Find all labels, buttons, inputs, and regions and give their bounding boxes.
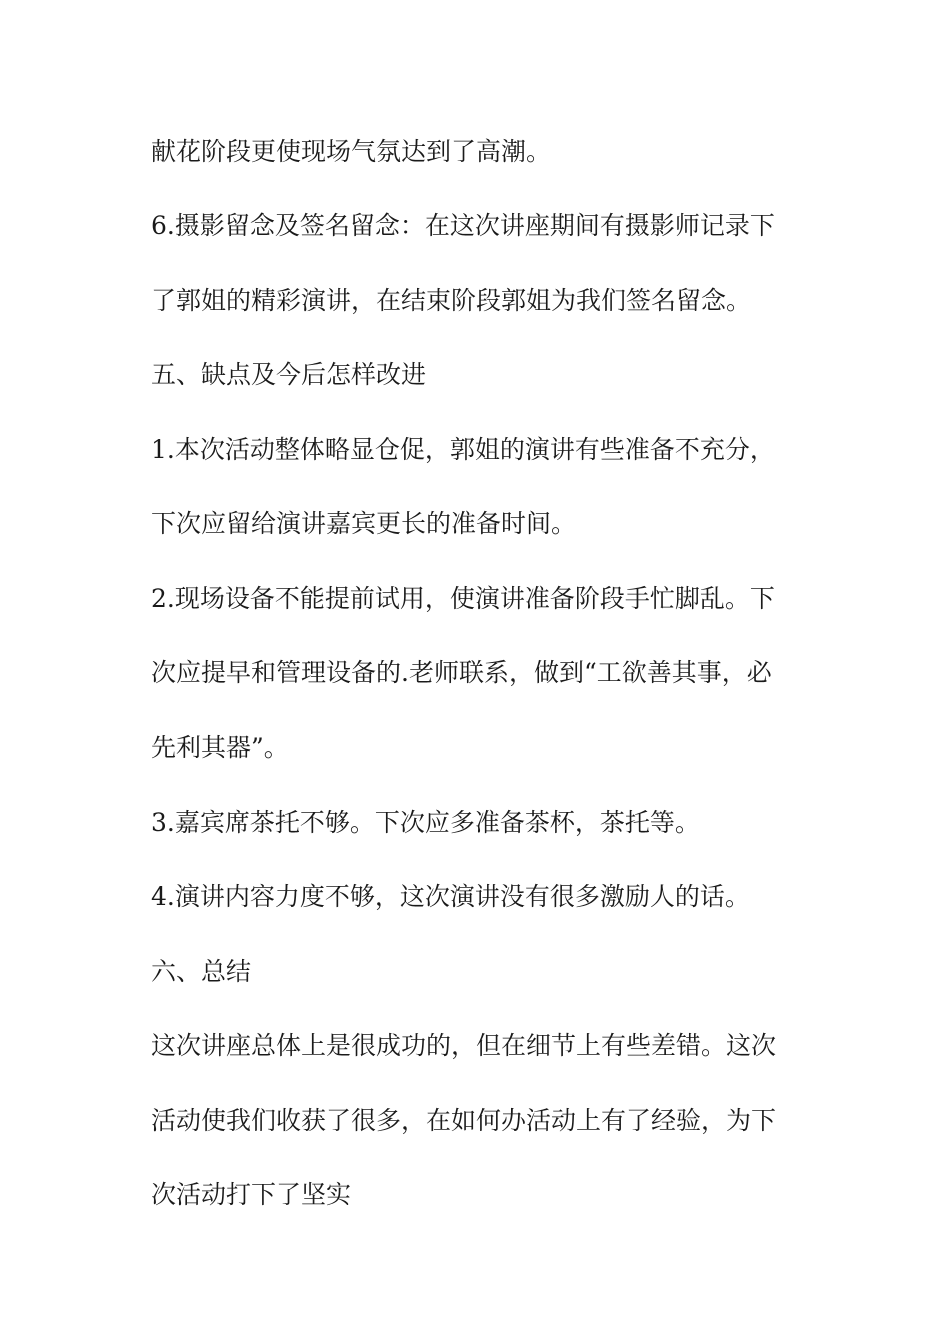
paragraph-line: 先利其器”。 [151,733,289,762]
paragraph-line: 次活动打下了坚实 [151,1180,352,1209]
section-heading: 六、总结 [151,957,252,986]
paragraph-line: 了郭姐的精彩演讲，在结束阶段郭姐为我们签名留念。 [151,286,752,315]
paragraph-line: 次应提早和管理设备的.老师联系，做到“工欲善其事，必 [151,658,772,687]
paragraph-line: 6.摄影留念及签名留念：在这次讲座期间有摄影师记录下 [151,211,775,240]
paragraph-line: 1.本次活动整体略显仓促，郭姐的演讲有些准备不充分， [151,435,775,464]
paragraph-line: 活动使我们收获了很多，在如何办活动上有了经验，为下 [151,1106,777,1135]
paragraph-line: 3.嘉宾席茶托不够。下次应多准备茶杯，茶托等。 [151,808,700,837]
paragraph-line: 2.现场设备不能提前试用，使演讲准备阶段手忙脚乱。下 [151,584,775,613]
paragraph-line: 4.演讲内容力度不够，这次演讲没有很多激励人的话。 [151,882,750,911]
paragraph-line: 下次应留给演讲嘉宾更长的准备时间。 [151,509,577,538]
paragraph-line: 献花阶段更使现场气氛达到了高潮。 [151,137,552,166]
section-heading: 五、缺点及今后怎样改进 [151,360,427,389]
paragraph-line: 这次讲座总体上是很成功的，但在细节上有些差错。这次 [151,1031,777,1060]
